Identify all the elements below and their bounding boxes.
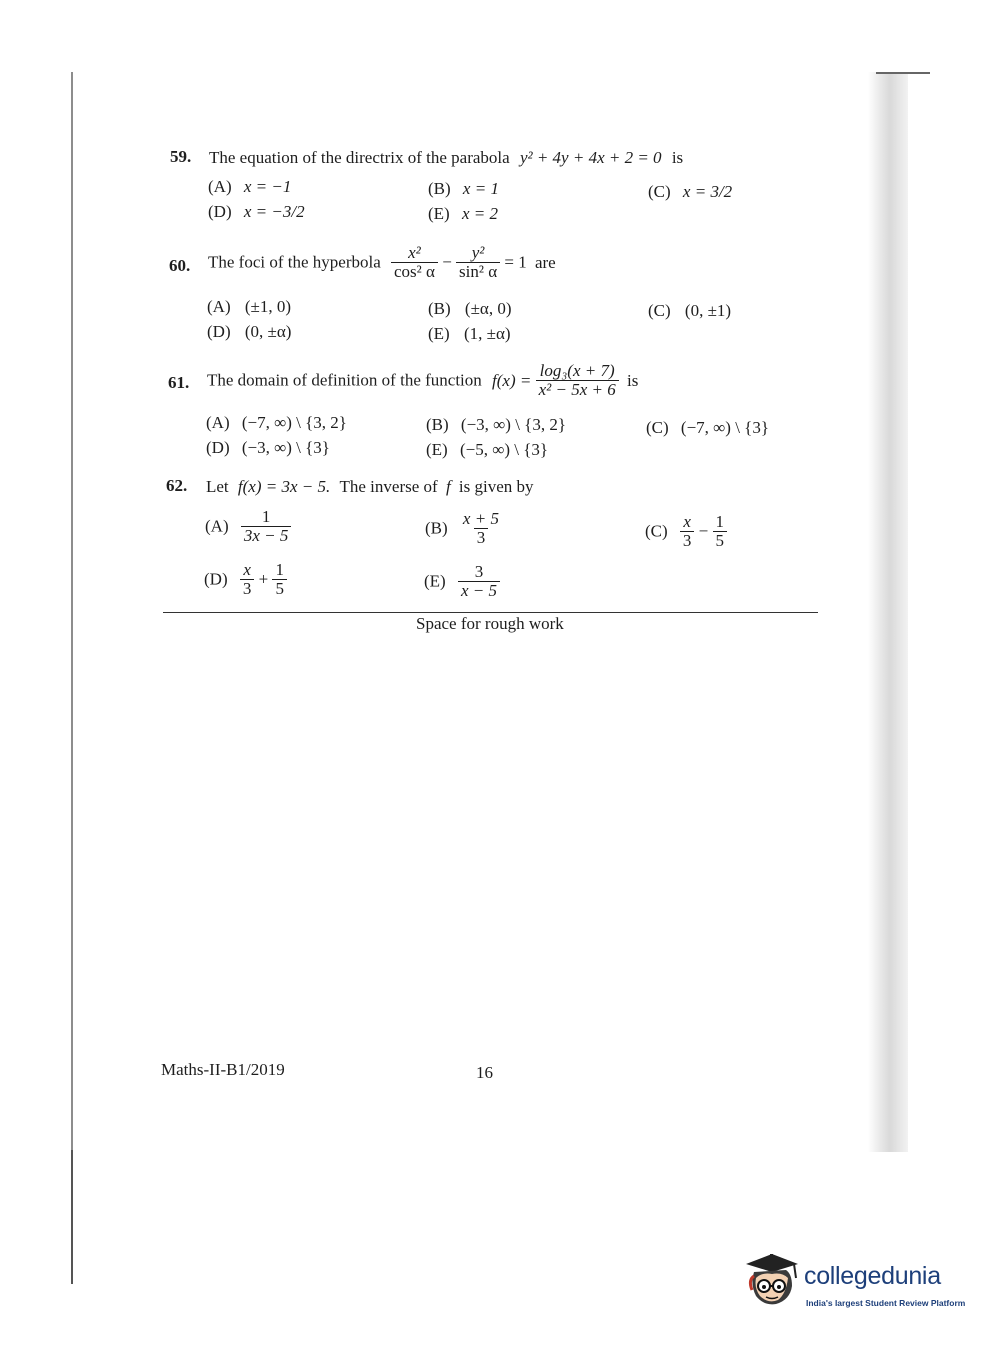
fraction-denominator: 3 bbox=[474, 528, 489, 547]
fraction-numerator: x + 5 bbox=[462, 509, 499, 528]
page-number: 16 bbox=[476, 1063, 493, 1082]
option-value: x = −1 bbox=[243, 177, 292, 196]
option-value: (±α, 0) bbox=[464, 299, 512, 318]
option-label: (C) bbox=[646, 418, 669, 437]
option-fraction bbox=[460, 510, 502, 547]
option-value: (1, ±α) bbox=[463, 324, 511, 343]
q60-tail: are bbox=[534, 252, 556, 272]
fraction-denominator: sin² α bbox=[456, 262, 500, 281]
paper-code: Maths-II-B1/2019 bbox=[161, 1060, 285, 1079]
q61-fraction bbox=[536, 362, 619, 399]
q62-stem-c: is given by bbox=[458, 477, 534, 496]
minus-sign: − bbox=[442, 252, 452, 272]
fraction-numerator: x bbox=[243, 560, 251, 579]
q62-f-symbol: f bbox=[445, 477, 451, 496]
option-fraction bbox=[241, 508, 292, 545]
q62-option-e bbox=[424, 563, 500, 600]
fraction-numerator: 1 bbox=[275, 560, 284, 579]
q61-option-d bbox=[206, 438, 330, 458]
q61-stem: The domain of definition of the function bbox=[207, 370, 482, 390]
q61-function: f(x) = bbox=[492, 370, 532, 390]
q61-tail: is bbox=[626, 370, 639, 390]
option-fraction-2 bbox=[272, 561, 287, 598]
q60-fraction-1 bbox=[391, 244, 438, 281]
option-label: (A) bbox=[205, 516, 229, 536]
q61-text bbox=[207, 362, 638, 399]
q62-option-c bbox=[645, 513, 727, 550]
option-value: x = 1 bbox=[462, 179, 499, 198]
q59-option-d bbox=[208, 202, 305, 222]
q59-text bbox=[209, 148, 683, 168]
q59-option-a bbox=[208, 177, 291, 197]
page-fold-shadow bbox=[868, 72, 908, 1152]
section-divider bbox=[163, 612, 818, 613]
mascot-icon bbox=[742, 1250, 802, 1320]
q59-option-b bbox=[428, 179, 499, 199]
q60-option-a bbox=[207, 297, 291, 317]
option-label: (B) bbox=[428, 179, 451, 198]
collegedunia-logo bbox=[742, 1250, 972, 1320]
fraction-numerator: log₃(x + 7) bbox=[539, 361, 615, 380]
fraction-denominator: 3x − 5 bbox=[241, 526, 292, 545]
q59-option-e bbox=[428, 204, 498, 224]
q61-option-e bbox=[426, 440, 548, 460]
option-value: (−7, ∞) \ {3} bbox=[680, 418, 769, 437]
fraction-numerator: 3 bbox=[474, 562, 484, 581]
option-value: (0, ±α) bbox=[244, 322, 292, 341]
option-fraction bbox=[458, 563, 500, 600]
q60-text bbox=[208, 244, 556, 281]
q60-option-e bbox=[428, 324, 511, 344]
q62-stem-b: The inverse of bbox=[339, 477, 438, 496]
option-fraction-2 bbox=[713, 513, 728, 550]
option-label: (D) bbox=[208, 202, 232, 221]
fraction-numerator: 1 bbox=[715, 512, 725, 531]
rough-work-label: Space for rough work bbox=[416, 614, 564, 633]
fraction-numerator: 1 bbox=[261, 507, 271, 526]
fraction-denominator: 3 bbox=[680, 531, 695, 550]
fraction-denominator: cos² α bbox=[391, 262, 438, 281]
q59-stem: The equation of the directrix of the parabola bbox=[209, 148, 510, 167]
option-value: (−5, ∞) \ {3} bbox=[459, 440, 549, 459]
q61-option-c bbox=[646, 418, 769, 438]
scan-edge-line-top bbox=[876, 72, 930, 74]
fraction-numerator: y² bbox=[471, 243, 485, 262]
fraction-denominator: 5 bbox=[713, 531, 728, 550]
option-fraction-1 bbox=[680, 513, 695, 550]
q59-option-c bbox=[648, 182, 732, 202]
option-value: x = 3/2 bbox=[682, 182, 733, 201]
q62-stem-a: Let bbox=[206, 477, 229, 496]
fraction-numerator: x² bbox=[408, 243, 421, 262]
equals-one: = 1 bbox=[504, 252, 527, 272]
logo-wordmark: collegedunia bbox=[804, 1262, 941, 1290]
q60-option-b bbox=[428, 299, 511, 319]
option-value: (−3, ∞) \ {3} bbox=[241, 438, 330, 457]
option-label: (A) bbox=[208, 177, 232, 196]
option-value: (−3, ∞) \ {3, 2} bbox=[460, 415, 566, 434]
option-value: x = 2 bbox=[461, 204, 498, 223]
q59-tail: is bbox=[671, 148, 684, 167]
option-label: (C) bbox=[648, 182, 671, 201]
q60-option-d bbox=[207, 322, 291, 342]
q62-number: 62. bbox=[166, 476, 188, 495]
q60-fraction-2 bbox=[456, 244, 500, 281]
operator: + bbox=[258, 569, 269, 589]
option-label: (C) bbox=[645, 521, 668, 541]
q61-option-b bbox=[426, 415, 566, 435]
option-label: (C) bbox=[648, 301, 671, 320]
option-label: (A) bbox=[207, 297, 231, 316]
q62-function: f(x) = 3x − 5. bbox=[237, 477, 331, 496]
q59-equation: y² + 4y + 4x + 2 = 0 bbox=[519, 148, 662, 167]
option-value: (±1, 0) bbox=[244, 297, 292, 316]
option-label: (E) bbox=[428, 324, 450, 343]
scan-edge-line bbox=[71, 72, 73, 1284]
option-fraction-1 bbox=[240, 561, 255, 598]
q62-option-b bbox=[425, 510, 502, 547]
option-label: (E) bbox=[426, 440, 448, 459]
fraction-denominator: x − 5 bbox=[458, 581, 500, 600]
q61-option-a bbox=[206, 413, 347, 433]
operator: − bbox=[698, 521, 709, 541]
option-label: (E) bbox=[424, 571, 446, 591]
q60-number: 60. bbox=[169, 256, 191, 275]
fraction-denominator: x² − 5x + 6 bbox=[536, 380, 619, 399]
fraction-denominator: 5 bbox=[272, 579, 287, 598]
fraction-numerator: x bbox=[683, 512, 691, 531]
option-value: x = −3/2 bbox=[243, 202, 305, 221]
q62-text bbox=[206, 477, 534, 497]
option-label: (B) bbox=[425, 518, 448, 538]
q60-option-c bbox=[648, 301, 731, 321]
scan-edge-line-dark bbox=[71, 1150, 73, 1284]
q61-number: 61. bbox=[168, 373, 190, 392]
option-label: (B) bbox=[426, 415, 449, 434]
fraction-denominator: 3 bbox=[240, 579, 255, 598]
option-label: (E) bbox=[428, 204, 450, 223]
q59-number: 59. bbox=[170, 147, 192, 166]
logo-tagline: India's largest Student Review Platform bbox=[806, 1298, 966, 1308]
option-label: (D) bbox=[204, 569, 228, 589]
option-value: (−7, ∞) \ {3, 2} bbox=[241, 413, 347, 432]
option-label: (B) bbox=[428, 299, 451, 318]
option-label: (D) bbox=[207, 322, 231, 341]
q60-stem: The foci of the hyperbola bbox=[208, 252, 381, 272]
q62-option-d bbox=[204, 561, 287, 598]
option-label: (D) bbox=[206, 438, 230, 457]
q62-option-a bbox=[205, 508, 291, 545]
option-label: (A) bbox=[206, 413, 230, 432]
option-value: (0, ±1) bbox=[684, 301, 732, 320]
